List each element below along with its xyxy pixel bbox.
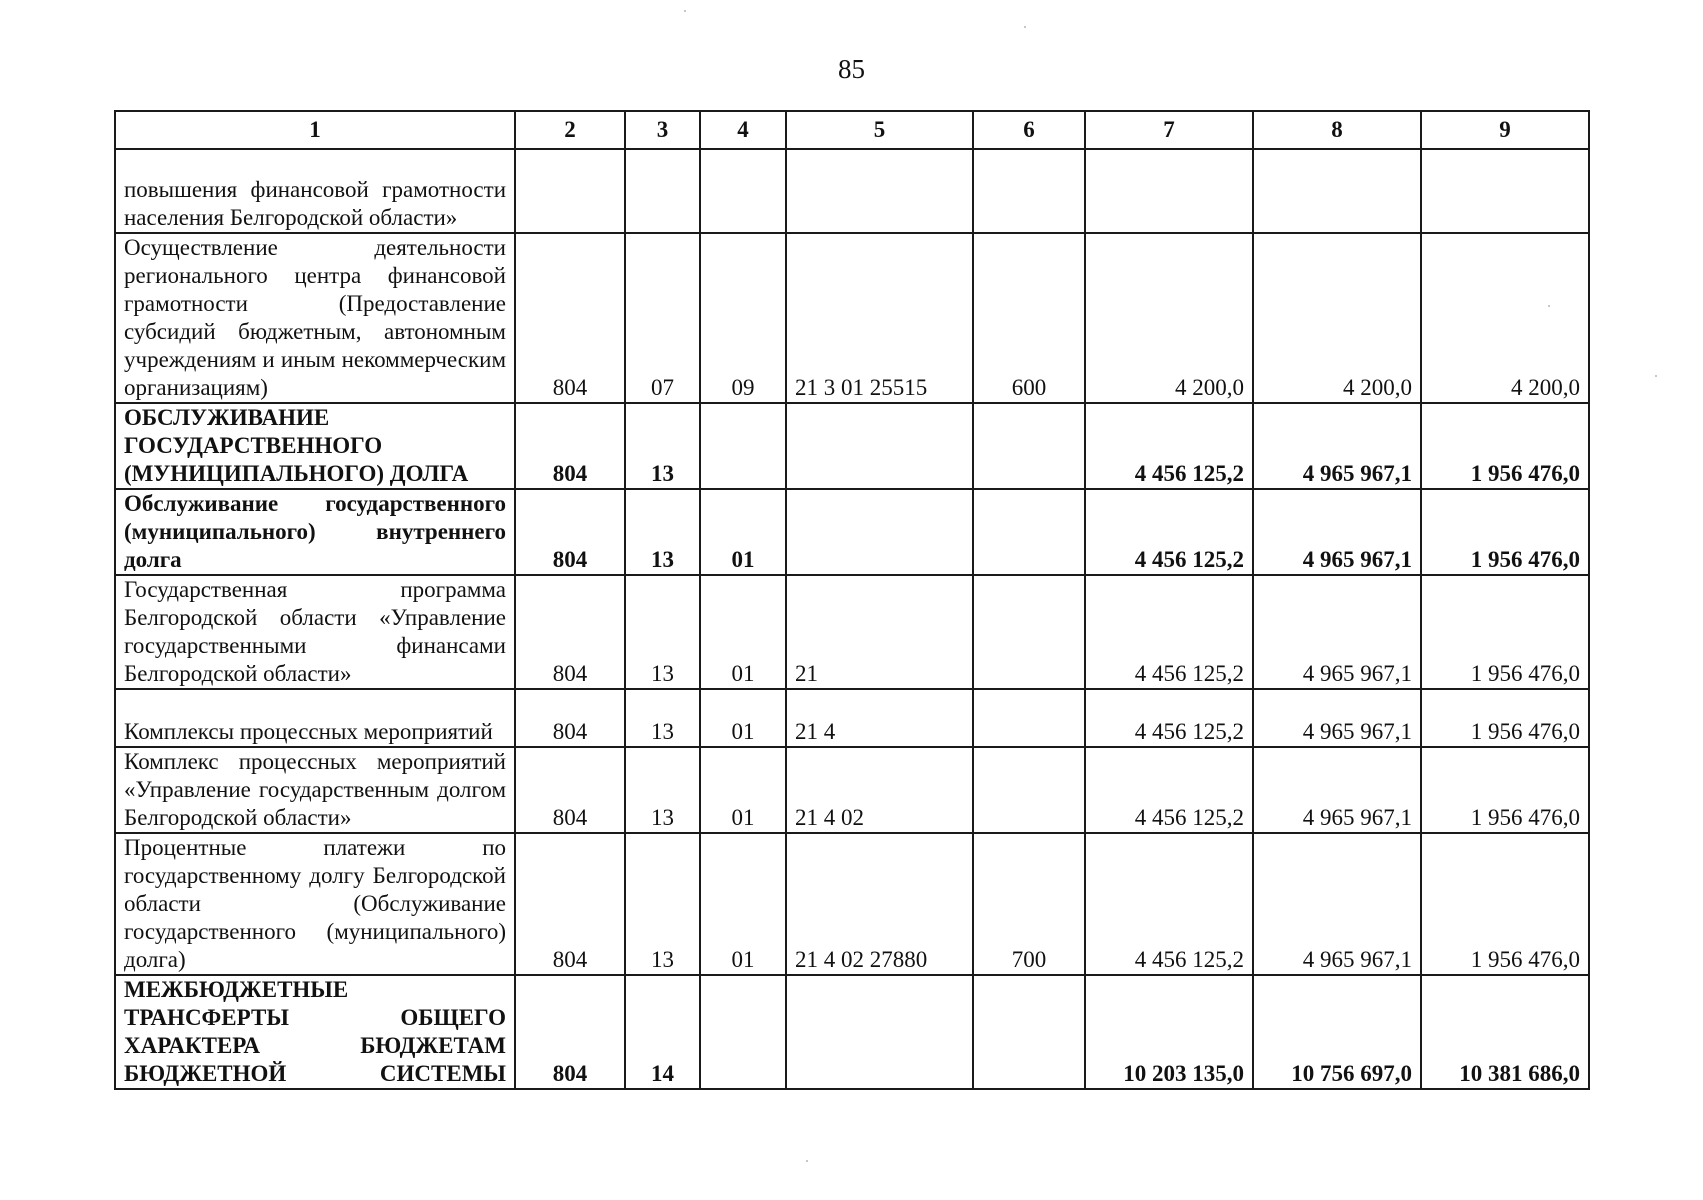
header-col-4: 4 [700,111,786,149]
cell-col-3: 14 [625,975,700,1089]
cell-col-2: 804 [515,233,625,403]
scan-speck [806,1160,808,1162]
table-row [115,575,1589,689]
cell-col-5 [786,975,973,1089]
cell-col-4 [700,975,786,1089]
header-col-3: 3 [625,111,700,149]
cell-col-7: 4 456 125,2 [1085,575,1253,689]
row-name: Процентные платежи по государственному долгу Белгородской области (Обслуживание государственного (муниципального) долга) [115,833,515,975]
cell-col-5 [786,403,973,489]
row-name: Комплекс процессных мероприятий «Управление государственным долгом Белгородской области» [115,747,515,833]
cell-col-8: 4 965 967,1 [1253,489,1421,575]
cell-col-3: 13 [625,403,700,489]
row-name: ОБСЛУЖИВАНИЕ ГОСУДАРСТВЕННОГО (МУНИЦИПАЛЬНОГО) ДОЛГА [115,403,515,489]
cell-col-9: 1 956 476,0 [1421,403,1589,489]
cell-col-9: 1 956 476,0 [1421,747,1589,833]
cell-col-6 [973,403,1085,489]
cell-col-7 [1085,149,1253,233]
row-name: Комплексы процессных мероприятий [115,689,515,747]
cell-col-3: 13 [625,575,700,689]
scan-speck [1655,375,1657,377]
header-col-8: 8 [1253,111,1421,149]
cell-col-4: 01 [700,747,786,833]
cell-col-5: 21 4 [786,689,973,747]
cell-col-4: 01 [700,689,786,747]
header-col-1: 1 [115,111,515,149]
table-row [115,149,1589,233]
cell-col-8: 4 200,0 [1253,233,1421,403]
cell-col-9: 10 381 686,0 [1421,975,1589,1089]
cell-col-5: 21 3 01 25515 [786,233,973,403]
budget-table [114,110,1590,1090]
cell-col-4 [700,403,786,489]
cell-col-7: 10 203 135,0 [1085,975,1253,1089]
table-row [115,403,1589,489]
cell-col-8 [1253,149,1421,233]
header-row [115,111,1589,149]
cell-col-2: 804 [515,489,625,575]
cell-col-2: 804 [515,833,625,975]
cell-col-8: 4 965 967,1 [1253,833,1421,975]
cell-col-5: 21 4 02 [786,747,973,833]
header-col-9: 9 [1421,111,1589,149]
cell-col-7: 4 200,0 [1085,233,1253,403]
cell-col-4: 01 [700,489,786,575]
table-row [115,689,1589,747]
cell-col-3: 13 [625,747,700,833]
cell-col-8: 4 965 967,1 [1253,403,1421,489]
cell-col-7: 4 456 125,2 [1085,833,1253,975]
cell-col-7: 4 456 125,2 [1085,489,1253,575]
cell-col-8: 4 965 967,1 [1253,689,1421,747]
cell-col-4: 09 [700,233,786,403]
cell-col-8: 4 965 967,1 [1253,747,1421,833]
cell-col-3 [625,149,700,233]
cell-col-5 [786,489,973,575]
row-name: МЕЖБЮДЖЕТНЫЕ ТРАНСФЕРТЫ ОБЩЕГО ХАРАКТЕРА БЮДЖЕТАМ БЮДЖЕТНОЙ СИСТЕМЫ [115,975,515,1089]
cell-col-2 [515,149,625,233]
header-col-7: 7 [1085,111,1253,149]
cell-col-5: 21 4 02 27880 [786,833,973,975]
scan-speck [1548,305,1550,307]
cell-col-8: 10 756 697,0 [1253,975,1421,1089]
cell-col-4: 01 [700,575,786,689]
row-name: Обслуживание государственного (муниципального) внутреннего долга [115,489,515,575]
cell-col-6 [973,689,1085,747]
row-name: Осуществление деятельности регионального центра финансовой грамотности (Предоставление субсидий бюджетным, автономным учреждениям и иным некоммерческим организациям) [115,233,515,403]
cell-col-5: 21 [786,575,973,689]
cell-col-7: 4 456 125,2 [1085,403,1253,489]
cell-col-7: 4 456 125,2 [1085,689,1253,747]
cell-col-6: 600 [973,233,1085,403]
cell-col-2: 804 [515,975,625,1089]
cell-col-6 [973,489,1085,575]
cell-col-9 [1421,149,1589,233]
header-col-5: 5 [786,111,973,149]
cell-col-3: 13 [625,833,700,975]
cell-col-5 [786,149,973,233]
table-row [115,489,1589,575]
header-col-6: 6 [973,111,1085,149]
row-name: Государственная программа Белгородской области «Управление государственными финансами Белгородской области» [115,575,515,689]
cell-col-3: 13 [625,689,700,747]
page-number: 85 [838,54,865,84]
cell-col-6: 700 [973,833,1085,975]
cell-col-2: 804 [515,747,625,833]
cell-col-2: 804 [515,575,625,689]
table-row [115,975,1589,1089]
cell-col-6 [973,149,1085,233]
cell-col-3: 07 [625,233,700,403]
cell-col-7: 4 456 125,2 [1085,747,1253,833]
cell-col-6 [973,975,1085,1089]
cell-col-4 [700,149,786,233]
cell-col-2: 804 [515,689,625,747]
scan-speck [1024,26,1026,28]
table-row [115,747,1589,833]
cell-col-9: 1 956 476,0 [1421,489,1589,575]
cell-col-6 [973,747,1085,833]
table-row [115,233,1589,403]
header-col-2: 2 [515,111,625,149]
cell-col-4: 01 [700,833,786,975]
cell-col-2: 804 [515,403,625,489]
cell-col-8: 4 965 967,1 [1253,575,1421,689]
cell-col-9: 1 956 476,0 [1421,689,1589,747]
cell-col-9: 4 200,0 [1421,233,1589,403]
cell-col-6 [973,575,1085,689]
scan-speck [684,10,686,12]
row-name: повышения финансовой грамотности населения Белгородской области» [115,149,515,233]
table-row [115,833,1589,975]
cell-col-3: 13 [625,489,700,575]
cell-col-9: 1 956 476,0 [1421,575,1589,689]
cell-col-9: 1 956 476,0 [1421,833,1589,975]
